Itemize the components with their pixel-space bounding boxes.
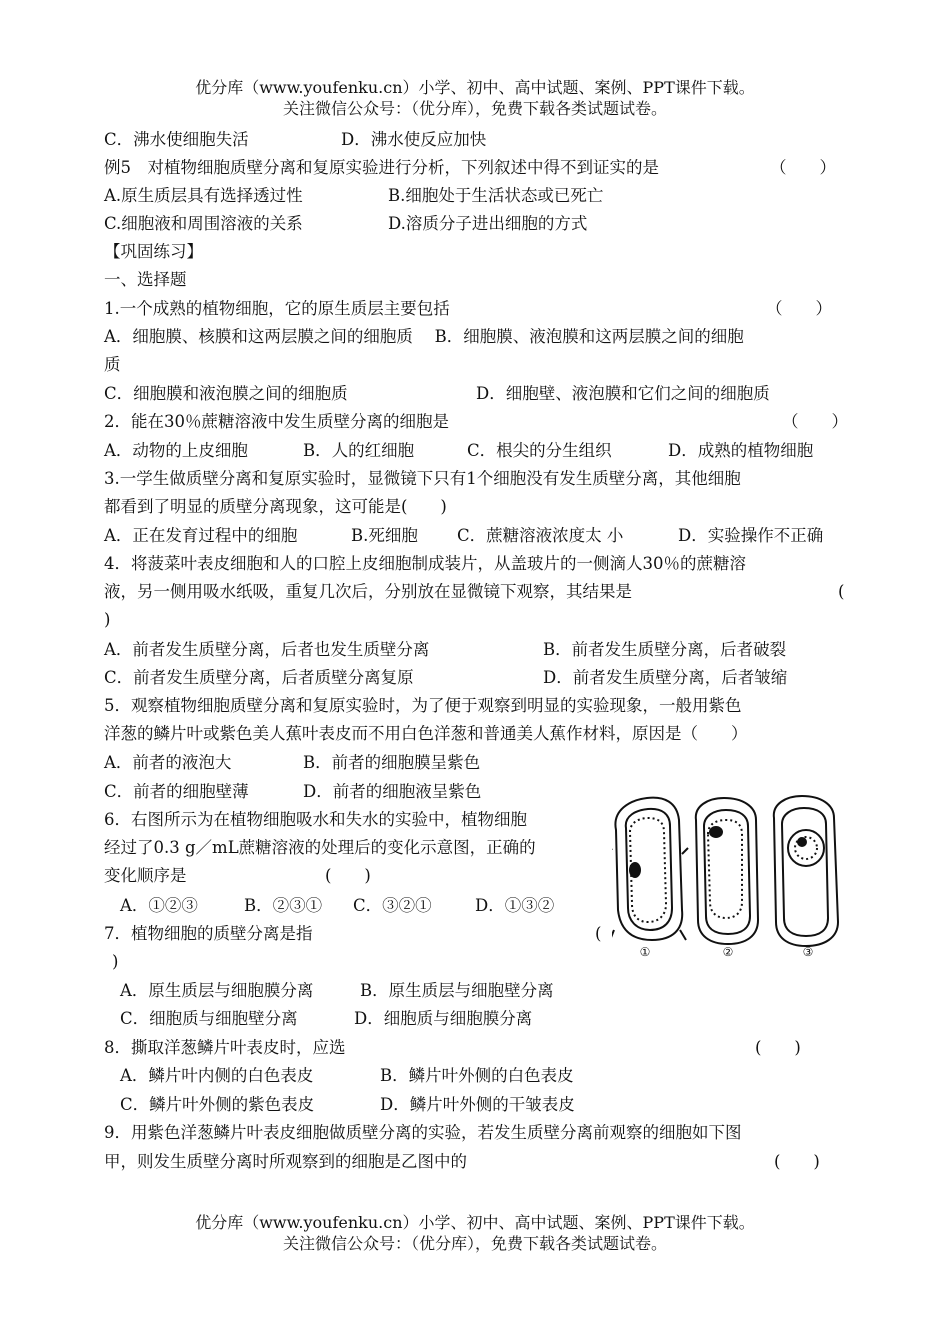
cell-3-illustration [774,796,838,946]
q1-options-ab-continued: 质 [104,355,121,374]
q2-stem: 2．能在30％蔗糖溶液中发生质壁分离的细胞是 [104,412,449,431]
q4-paren-open: ( [838,582,845,601]
q4-option-b: B．前者发生质壁分离，后者破裂 [543,640,787,659]
q8-option-b: B．鳞片叶外侧的白色表皮 [380,1066,574,1085]
q8-stem: 8．撕取洋葱鳞片叶表皮时，应选 [104,1038,346,1057]
q6-option-d: D．①③② [475,896,555,915]
q7-option-b: B．原生质层与细胞壁分离 [360,981,554,1000]
q6-stem-line-2: 经过了0.3 g／mL蔗糖溶液的处理后的变化示意图，正确的 [104,838,536,857]
q2-option-d: D．成熟的植物细胞 [668,441,814,460]
fig-label-1: ① [639,945,651,959]
q6-option-a: A．①②③ [120,896,198,915]
footer-line-1: 优分库（www.youfenku.cn）小学、初中、高中试题、案例、PPT课件下载。 [195,1213,755,1232]
q3-option-c: C．蔗糖溶液浓度太 小 [457,526,624,545]
q5-option-b: B．前者的细胞膜呈紫色 [303,753,481,772]
q8-answer-paren: ( ) [755,1038,801,1057]
section-subtitle: 一、选择题 [104,270,187,289]
q1-options-ab: A．细胞膜、核膜和这两层膜之间的细胞质 B．细胞膜、液泡膜和这两层膜之间的细胞 [104,327,744,346]
fig-label-2: ② [722,945,734,959]
section-title: 【巩固练习】 [104,242,203,261]
q2-option-a: A．动物的上皮细胞 [104,441,248,460]
q3-option-b: B.死细胞 [351,526,418,545]
q6-answer-paren: ( ) [325,866,371,885]
prev-option-d: D．沸水使反应加快 [341,130,487,149]
q5-option-c: C．前者的细胞壁薄 [104,782,249,801]
ex5-option-b: B.细胞处于生活状态或已死亡 [388,186,604,205]
q1-option-d: D．细胞壁、液泡膜和它们之间的细胞质 [476,384,770,403]
cell-2-illustration [696,798,758,944]
q7-paren-close: ) [112,952,119,971]
q3-stem-line-2: 都看到了明显的质壁分离现象，这可能是( ) [104,497,447,516]
q4-option-a: A．前者发生质壁分离，后者也发生质壁分离 [104,640,430,659]
q7-option-a: A．原生质层与细胞膜分离 [120,981,314,1000]
q2-option-c: C．根尖的分生组织 [467,441,612,460]
q5-stem-line-2: 洋葱的鳞片叶或紫色美人蕉叶表皮而不用白色洋葱和普通美人蕉作材料，原因是（ ） [104,724,748,743]
header-line-1: 优分库（www.youfenku.cn）小学、初中、高中试题、案例、PPT课件下载。 [195,78,755,97]
q6-option-b: B．②③① [244,896,323,915]
q6-option-c: C．③②① [353,896,432,915]
q7-stem: 7．植物细胞的质壁分离是指 [104,924,313,943]
ex5-answer-paren: （ ） [770,158,836,177]
ex5-stem: 例5 对植物细胞质壁分离和复原实验进行分析，下列叙述中得不到证实的是 [104,158,659,177]
cell-1-illustration [612,798,688,940]
q4-paren-close: ) [104,610,111,629]
ex5-option-d: D.溶质分子进出细胞的方式 [388,214,588,233]
q8-option-c: C．鳞片叶外侧的紫色表皮 [120,1095,315,1114]
q5-option-d: D．前者的细胞液呈紫色 [303,782,482,801]
q1-answer-paren: （ ） [766,299,832,318]
cell-diagram [612,790,850,960]
q7-option-c: C．细胞质与细胞壁分离 [120,1009,298,1028]
q6-stem-line-3: 变化顺序是 [104,866,187,885]
q5-stem-line-1: 5．观察植物细胞质壁分离和复原实验时，为了便于观察到明显的实验现象，一般用紫色 [104,696,742,715]
q3-option-d: D．实验操作不正确 [678,526,824,545]
q3-option-a: A．正在发育过程中的细胞 [104,526,298,545]
q4-stem-line-2: 液，另一侧用吸水纸吸，重复几次后，分别放在显微镜下观察，其结果是 [104,582,632,601]
q1-stem: 1.一个成熟的植物细胞，它的原生质层主要包括 [104,299,450,318]
q5-option-a: A．前者的液泡大 [104,753,232,772]
ex5-option-c: C.细胞液和周围溶液的关系 [104,214,303,233]
q3-stem-line-1: 3.一学生做质壁分离和复原实验时，显微镜下只有1个细胞没有发生质壁分离，其他细胞 [104,469,741,488]
q7-option-d: D．细胞质与细胞膜分离 [354,1009,533,1028]
q9-answer-paren: ( ) [774,1152,820,1171]
q8-option-d: D．鳞片叶外侧的干皱表皮 [380,1095,575,1114]
prev-option-c: C．沸水使细胞失活 [104,130,249,149]
q7-paren-open: ( [595,924,602,943]
q9-stem-line-2: 甲，则发生质壁分离时所观察到的细胞是乙图中的 [104,1152,467,1171]
q6-stem-line-1: 6．右图所示为在植物细胞吸水和失水的实验中，植物细胞 [104,810,527,829]
header-line-2: 关注微信公众号：（优分库），免费下载各类试题试卷。 [282,99,667,118]
q9-stem-line-1: 9．用紫色洋葱鳞片叶表皮细胞做质壁分离的实验，若发生质壁分离前观察的细胞如下图 [104,1123,742,1142]
q2-option-b: B．人的红细胞 [303,441,415,460]
q4-stem-line-1: 4．将菠菜叶表皮细胞和人的口腔上皮细胞制成装片，从盖玻片的一侧滴人30％的蔗糖溶 [104,554,746,573]
fig-label-3: ③ [802,945,814,959]
q1-option-c: C．细胞膜和液泡膜之间的细胞质 [104,384,348,403]
q4-option-d: D．前者发生质壁分离，后者皱缩 [543,668,788,687]
q8-option-a: A．鳞片叶内侧的白色表皮 [120,1066,314,1085]
q2-answer-paren: （ ） [782,412,848,431]
ex5-option-a: A.原生质层具有选择透过性 [104,186,303,205]
footer-line-2: 关注微信公众号：（优分库），免费下载各类试题试卷。 [282,1234,667,1253]
q4-option-c: C．前者发生质壁分离，后者质壁分离复原 [104,668,414,687]
